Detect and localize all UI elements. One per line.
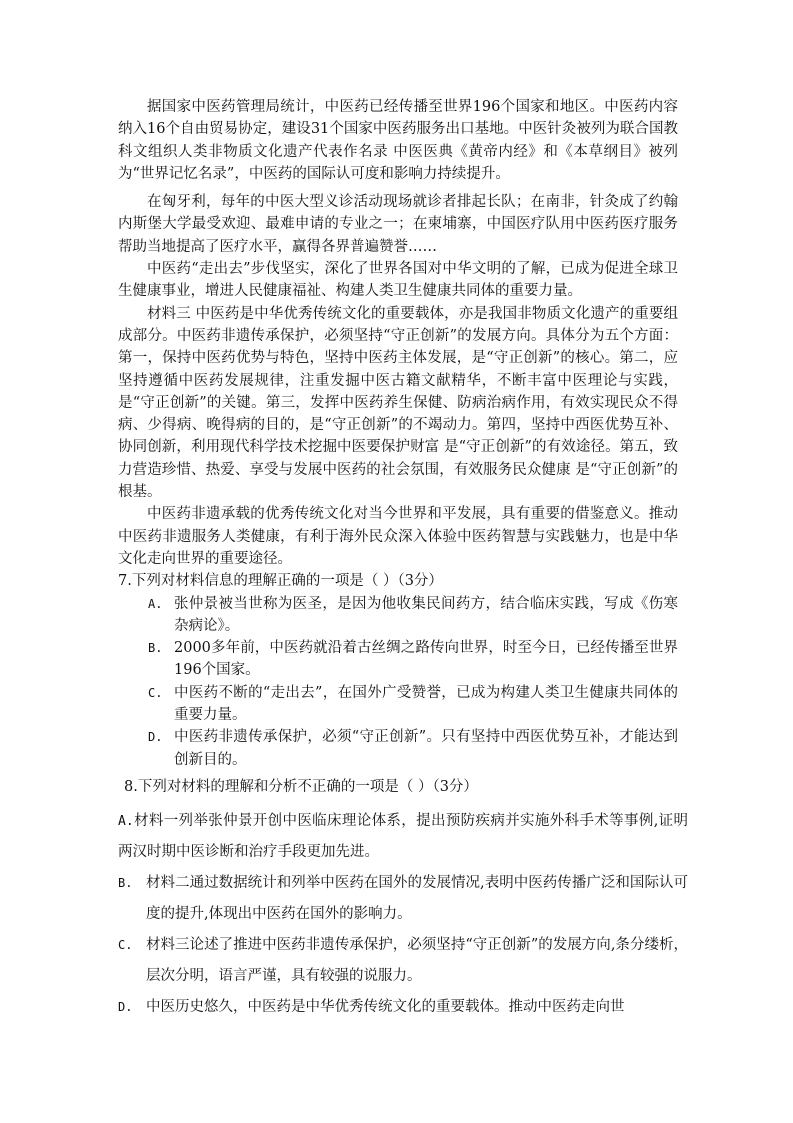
option-text: 中医历史悠久，中医药是中华优秀传统文化的重要载体。推动中医药走向世 xyxy=(146,999,625,1015)
passage-paragraph-1: 据国家中医药管理局统计，中医药已经传播至世界196个国家和地区。中医药内容纳入16个自由贸易协定，建设31个国家中医药服务出口基地。中医针灸被列为联合国教科文组织人类非物质文化遗产代表作名录 中医医典《黄帝内经》和《本草纲目》被列为“世界记忆名录”，中医药的国际认可度和影响力持续提升。 xyxy=(118,99,678,182)
option-text: 中医药不断的“走出去”，在国外广受赞誉，已成为构建人类卫生健康共同体的重要力量。 xyxy=(174,684,678,724)
option-text: 材料三论述了推进中医药非遗传承保护，必须坚持“守正创新”的发展方向,条分缕析，层次分明，语言严谨，具有较强的说服力。 xyxy=(146,937,688,984)
option-label: B. xyxy=(148,641,163,656)
question-8-option-c xyxy=(118,930,688,992)
option-label: D. xyxy=(148,730,163,745)
option-label: D. xyxy=(118,1000,133,1014)
passage-paragraph-4: 材料三 中医药是中华优秀传统文化的重要载体，亦是我国非物质文化遗产的重要组成部分。中医药非遗传承保护，必须坚持“守正创新”的发展方向。具体分为五个方面：第一，保持中医药优势与特色，坚持中医药主体发展，是“守正创新”的核心。第二，应坚持遵循中医药发展规律，注重发掘中医古籍文献精华，不断丰富中医理论与实践，是“守正创新”的关键。第三，发挥中医药养生保健、防病治病作用，有效实现民众不得病、少得病、晚得病的目的，是“守正创新”的不竭动力。第四，坚持中西医优势互补、协同创新，利用现代科学技术挖掘中医要保护财富 是“守正创新”的有效途径。第五，致力营造珍惜、热爱、享受与发展中医药的社会氛围，有效服务民众健康 是“守正创新”的根基。 xyxy=(118,305,678,501)
option-text: 张仲景被当世称为医圣，是因为他收集民间药方，结合临床实践，写成《伤寒杂病论》。 xyxy=(174,595,678,634)
option-text: 材料一列举张仲景开创中医临床理论体系，提出预防疾病并实施外科手术等事例,证明两汉时期中医诊断和治疗手段更加先进。 xyxy=(118,813,688,860)
question-7-option-b xyxy=(148,637,678,682)
question-7-option-c xyxy=(148,682,678,727)
passage-paragraph-5: 中医药非遗承载的优秀传统文化对当今世界和平发展，具有重要的借鉴意义。推动中医药非遗服务人类健康，有利于海外民众深入体验中医药智慧与实践魅力，也是中华文化走向世界的重要途径。 xyxy=(118,506,678,567)
option-text: 材料二通过数据统计和列举中医药在国外的发展情况,表明中医药传播广泛和国际认可度的提升,体现出中医药在国外的影响力。 xyxy=(146,875,688,922)
option-label: C. xyxy=(118,938,133,952)
question-7-option-a xyxy=(148,593,678,638)
passage-paragraph-2: 在匈牙利，每年的中医大型义诊活动现场就诊者排起长队；在南非，针灸成了约翰内斯堡大学最受欢迎、最难申请的专业之一；在柬埔寨，中国医疗队用中医药医疗服务帮助当地提高了医疗水平，赢得各界普遍赞誉…… xyxy=(118,194,678,255)
option-label: A. xyxy=(148,596,163,611)
passage-paragraph-3: 中医药“走出去”步伐坚实，深化了世界各国对中华文明的了解，已成为促进全球卫生健康事业，增进人民健康福祉、构建人类卫生健康共同体的重要力量。 xyxy=(118,261,678,300)
reading-passage xyxy=(118,96,678,771)
question-8-option-b xyxy=(118,868,688,930)
option-text: 中医药非遗传承保护，必须“守正创新”。只有坚持中西医优势互补，才能达到创新目的。 xyxy=(174,729,678,768)
question-7-stem: 7.下列对材料信息的理解正确的一项是（ ）（3分） xyxy=(118,573,443,590)
question-8-option-d xyxy=(118,992,688,1023)
option-label: A. xyxy=(118,814,134,829)
question-8 xyxy=(118,772,688,1023)
question-8-stem: 8.下列对材料的理解和分析不正确的一项是（ ）（3分） xyxy=(124,779,478,795)
option-label: B. xyxy=(118,876,133,890)
question-8-option-a xyxy=(118,806,688,868)
option-label: C. xyxy=(148,685,163,700)
option-text: 2000多年前，中医药就沿着古丝绸之路传向世界，时至今日，已经传播至世界196个国家。 xyxy=(174,640,678,679)
question-7-option-d xyxy=(148,726,678,771)
